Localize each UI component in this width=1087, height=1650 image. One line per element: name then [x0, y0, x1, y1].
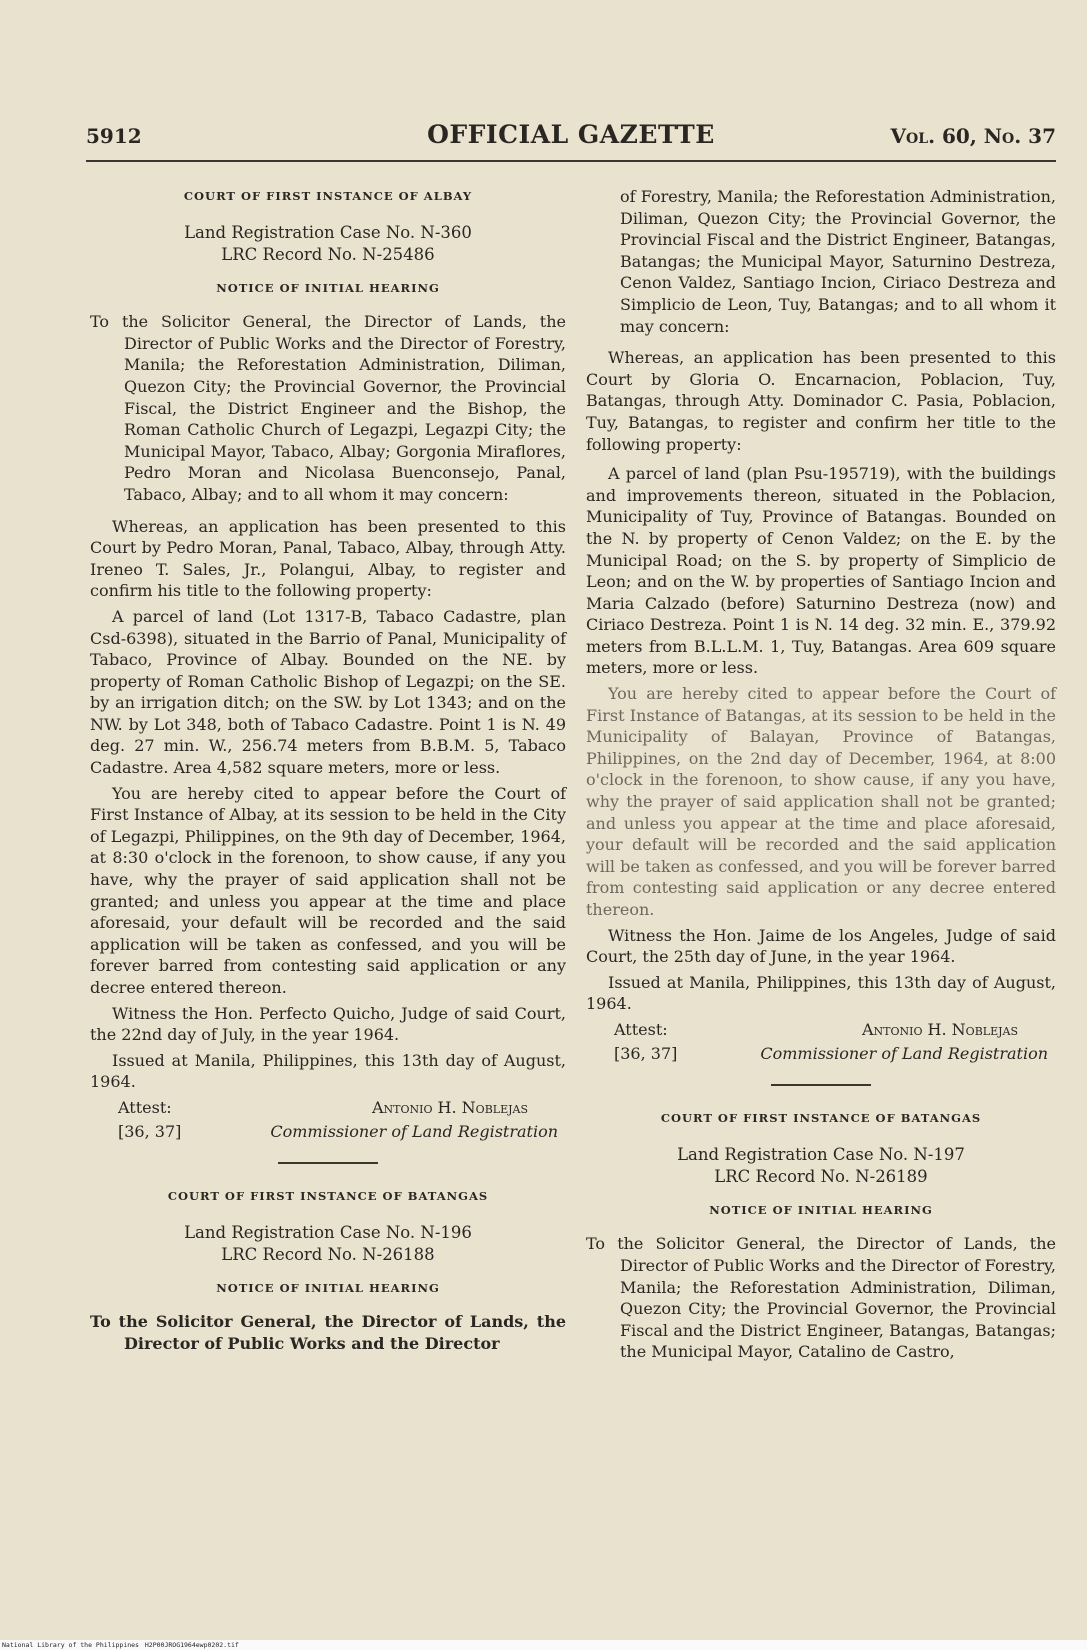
property-paragraph: A parcel of land (plan Psu-195719), with the buildings and improvements thereon, situated in the Poblacion, Municipality of Tuy, Province of Batangas. Bounded on the N. by property of Cenon Valdez; on the E. by the Municipal Road; on the S. by property of Simplicio de Leon; and on the W. by properties of Santiago Incion and Maria Calzado (before) Saturnino Destreza (now) and Ciriaco Destreza. Point 1 is N. 14 deg. 32 min. E., 379.92 meters from B.L.L.M. 1, Tuy, Batangas. Area 609 square meters, more or less. — [586, 464, 1056, 678]
application-paragraph: Whereas, an application has been presented to this Court by Gloria O. Encarnacion, Poblacion, Tuy, Batangas, through Atty. Dominador C. Pasia, Poblacion, Tuy, Batangas, to register and confirm her title to the following property: — [586, 348, 1056, 454]
case-line: Land Registration Case No. N-196 — [184, 1222, 472, 1242]
court-heading: COURT OF FIRST INSTANCE OF BATANGAS — [167, 1189, 489, 1204]
address-paragraph: To the Solicitor General, the Director of Lands, the Director of Public Works and the Director of Forestry, Manila; the Reforestation Administration, Diliman, Quezon City; the Provincial Governor, the Provincial Fiscal, the District Engineer and the Bishop, the Roman Catholic Church of Legazpi, Legazpi City; the Municipal Mayor, Tabaco, Albay; Gorgonia Miraflores, Pedro Moran and Nicolasa Buenconsejo, Panal, Tabaco, Albay; and to all whom it may concern: — [90, 312, 566, 504]
address-paragraph: To the Solicitor General, the Director of Lands, the Director of Public Works and the Director — [90, 1312, 566, 1353]
case-line: Land Registration Case No. N-360 — [184, 222, 472, 242]
attest-role: Commissioner of Land Registration — [270, 1121, 558, 1141]
issue-reference: [36, 37] — [614, 1043, 678, 1063]
notice-title: NOTICE OF INITIAL HEARING — [216, 1280, 440, 1295]
header-rule — [86, 160, 1056, 162]
section-divider — [278, 1162, 378, 1164]
volume-number: Vol. 60, No. 37 — [890, 124, 1056, 148]
notice-batangas-continued — [586, 186, 1056, 1064]
scan-filename: H2P00JROG1964ewp0202.tif — [144, 1641, 239, 1649]
right-column — [586, 186, 1056, 1373]
record-line: LRC Record No. N-25486 — [221, 244, 435, 264]
attest-block — [90, 1097, 566, 1119]
attest-role-line — [90, 1121, 566, 1143]
court-heading: COURT OF FIRST INSTANCE OF BATANGAS — [660, 1111, 982, 1126]
case-number — [90, 222, 566, 266]
section-divider — [771, 1084, 871, 1086]
left-column — [90, 186, 566, 1365]
notice-title: NOTICE OF INITIAL HEARING — [216, 280, 440, 295]
attest-name: Antonio H. Noblejas — [861, 1019, 1018, 1039]
property-paragraph: A parcel of land (Lot 1317-B, Tabaco Cadastre, plan Csd-6398), situated in the Barrio of Panal, Municipality of Tabaco, Province of Albay. Bounded on the NE. by property of Roman Catholic Bishop of Legazpi; on the SE. by an irrigation ditch; on the SW. by Lot 1343; and on the NW. by Lot 348, both of Tabaco Cadastre. Point 1 is N. 49 deg. 27 min. W., 256.74 meters from B.B.M. 5, Tabaco Cadastre. Area 4,582 square meters, more or less. — [90, 606, 566, 778]
publication-title: OFFICIAL GAZETTE — [427, 120, 715, 149]
attest-block — [586, 1019, 1056, 1041]
issued-paragraph: Issued at Manila, Philippines, this 13th day of August, 1964. — [586, 972, 1056, 1014]
witness-paragraph: Witness the Hon. Jaime de los Angeles, Judge of said Court, the 25th day of June, in the year 1964. — [586, 925, 1056, 967]
issued-paragraph: Issued at Manila, Philippines, this 13th day of August, 1964. — [90, 1050, 566, 1092]
case-number — [90, 1222, 566, 1266]
record-line: LRC Record No. N-26189 — [714, 1166, 928, 1186]
citation-paragraph: You are hereby cited to appear before the Court of First Instance of Albay, at its session to be held in the City of Legazpi, Philippines, on the 9th day of December, 1964, at 8:30 o'clock in the forenoon, to show cause, if any you have, why the prayer of said application shall not be granted; and unless you appear at the time and place aforesaid, your default will be recorded and the said application will be taken as confessed, and you will be forever barred from contesting said application or any decree entered thereon. — [90, 783, 566, 997]
address-continuation: of Forestry, Manila; the Reforestation Administration, Diliman, Quezon City; the Provincial Governor, the Provincial Fiscal and the District Engineer, Batangas, Batangas; the Municipal Mayor, Saturnino Destreza, Cenon Valdez, Santiago Incion, Ciriaco Destreza and Simplicio de Leon, Tuy, Batangas; and to all whom it may concern: — [620, 187, 1056, 336]
attest-name: Antonio H. Noblejas — [371, 1097, 528, 1117]
notice-albay-n360 — [90, 186, 566, 1142]
attest-label: Attest: — [118, 1097, 172, 1117]
scan-footer — [0, 1640, 1087, 1650]
citation-paragraph: You are hereby cited to appear before the Court of First Instance of Batangas, at its session to be held in the Municipality of Balayan, Province of Batangas, Philippines, on the 2nd day of December, 1964, at 8:00 o'clock in the forenoon, to show cause, if any you have, why the prayer of said application shall not be granted; and unless you appear at the time and place aforesaid, your default will be recorded and the said application will be taken as confessed, and you will be forever barred from contesting said application or any decree entered thereon. — [586, 684, 1056, 919]
record-line: LRC Record No. N-26188 — [221, 1244, 435, 1264]
attest-role-line — [586, 1043, 1056, 1065]
case-line: Land Registration Case No. N-197 — [677, 1144, 965, 1164]
notice-batangas-n197 — [586, 1108, 1056, 1363]
page-header — [86, 120, 1056, 160]
court-heading: COURT OF FIRST INSTANCE OF ALBAY — [183, 189, 473, 203]
attest-label: Attest: — [614, 1019, 668, 1039]
attest-role: Commissioner of Land Registration — [760, 1043, 1048, 1063]
notice-batangas-n196 — [90, 1186, 566, 1354]
application-paragraph: Whereas, an application has been presented to this Court by Pedro Moran, Panal, Tabaco, Albay, through Atty. Ireneo T. Sales, Jr., Polangui, Albay, to register and confirm his title to the following property: — [90, 516, 566, 601]
library-credit: National Library of the Philippines — [2, 1641, 139, 1649]
issue-reference: [36, 37] — [118, 1121, 182, 1141]
case-number — [586, 1144, 1056, 1188]
witness-paragraph: Witness the Hon. Perfecto Quicho, Judge of said Court, the 22nd day of July, in the year 1964. — [90, 1003, 566, 1045]
page-number: 5912 — [86, 124, 142, 148]
address-paragraph: To the Solicitor General, the Director of Lands, the Director of Public Works and the Director of Forestry, Manila; the Reforestation Administration, Diliman, Quezon City; the Provincial Governor, the Provincial Fiscal and the District Engineer, Batangas, Batangas; the Municipal Mayor, Catalino de Castro, — [586, 1234, 1056, 1362]
notice-title: NOTICE OF INITIAL HEARING — [709, 1202, 933, 1217]
